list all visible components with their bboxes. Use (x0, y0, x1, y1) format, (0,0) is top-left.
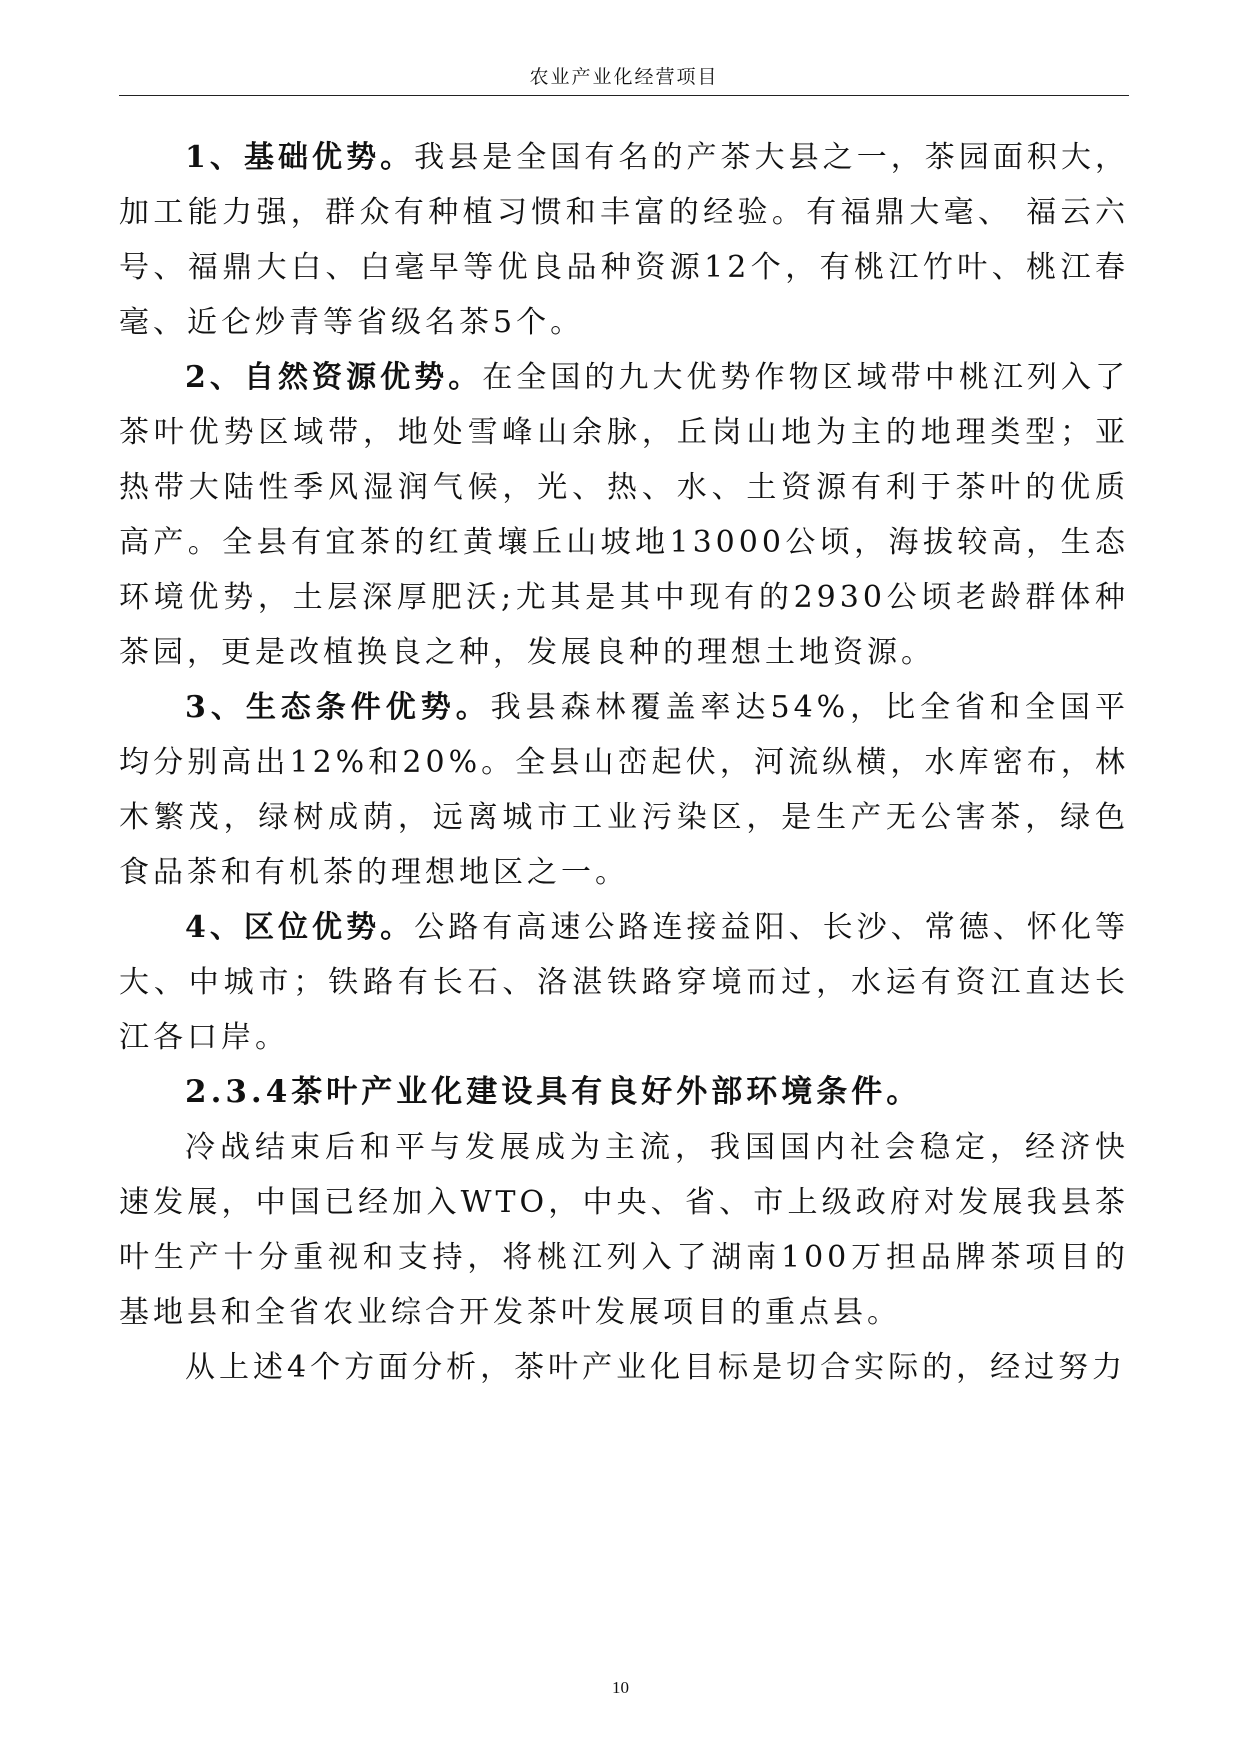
paragraph-text: 公路有高速公路连接益阳、长沙、常德、怀化等大、中城市；铁路有长石、洛湛铁路穿境而过，水运有资江直达长江各口岸。 (119, 910, 1130, 1055)
section-heading: 2.3.4茶叶产业化建设具有良好外部环境条件。 (185, 1074, 922, 1110)
paragraph-lead: 2、自然资源优势。 (185, 360, 483, 395)
body-paragraph-1: 冷战结束后和平与发展成为主流，我国国内社会稳定，经济快速发展，中国已经加入WTO，中央、省、市上级政府对发展我县茶叶生产十分重视和支持，将桃江列入了湖南100万担品牌茶项目的基地县和全省农业综合开发茶叶发展项目的重点县。 (119, 1130, 1129, 1330)
advantage-paragraph-4 (119, 900, 1129, 1065)
paragraph-text: 我县是全国有名的产茶大县之一，茶园面积大，加工能力强，群众有种植习惯和丰富的经验。有福鼎大毫、 福云六号、福鼎大白、白毫早等优良品种资源12个，有桃江竹叶、桃江春毫、近仑炒青等省级名茶5个。 (119, 140, 1130, 340)
paragraph-text: 我县森林覆盖率达54%，比全省和全国平均分别高出12%和20%。全县山峦起伏，河流纵横，水库密布，林木繁茂，绿树成荫，远离城市工业污染区，是生产无公害茶，绿色食品茶和有机茶的理想地区之一。 (119, 690, 1129, 890)
advantage-paragraph-1 (119, 130, 1129, 350)
page-number: 10 (612, 1678, 629, 1697)
paragraph-lead: 4、区位优势。 (185, 910, 415, 945)
document-body (119, 130, 1129, 1395)
body-paragraph-2: 从上述4个方面分析，茶叶产业化目标是切合实际的，经过努力 (185, 1350, 1127, 1385)
advantage-paragraph-3 (119, 680, 1129, 900)
paragraph-text: 在全国的九大优势作物区域带中桃江列入了茶叶优势区域带，地处雪峰山余脉，丘岗山地为主的地理类型；亚热带大陆性季风湿润气候，光、热、水、土资源有利于茶叶的优质高产。全县有宜茶的红黄壤丘山坡地13000公顷，海拔较高，生态环境优势，土层深厚肥沃;尤其是其中现有的2930公顷老龄群体种茶园，更是改植换良之种，发展良种的理想土地资源。 (119, 360, 1129, 670)
advantage-paragraph-2 (119, 350, 1129, 680)
paragraph-lead: 3、生态条件优势。 (185, 690, 491, 725)
paragraph-lead: 1、基础优势。 (185, 140, 415, 175)
page-header-title: 农业产业化经营项目 (119, 62, 1129, 96)
